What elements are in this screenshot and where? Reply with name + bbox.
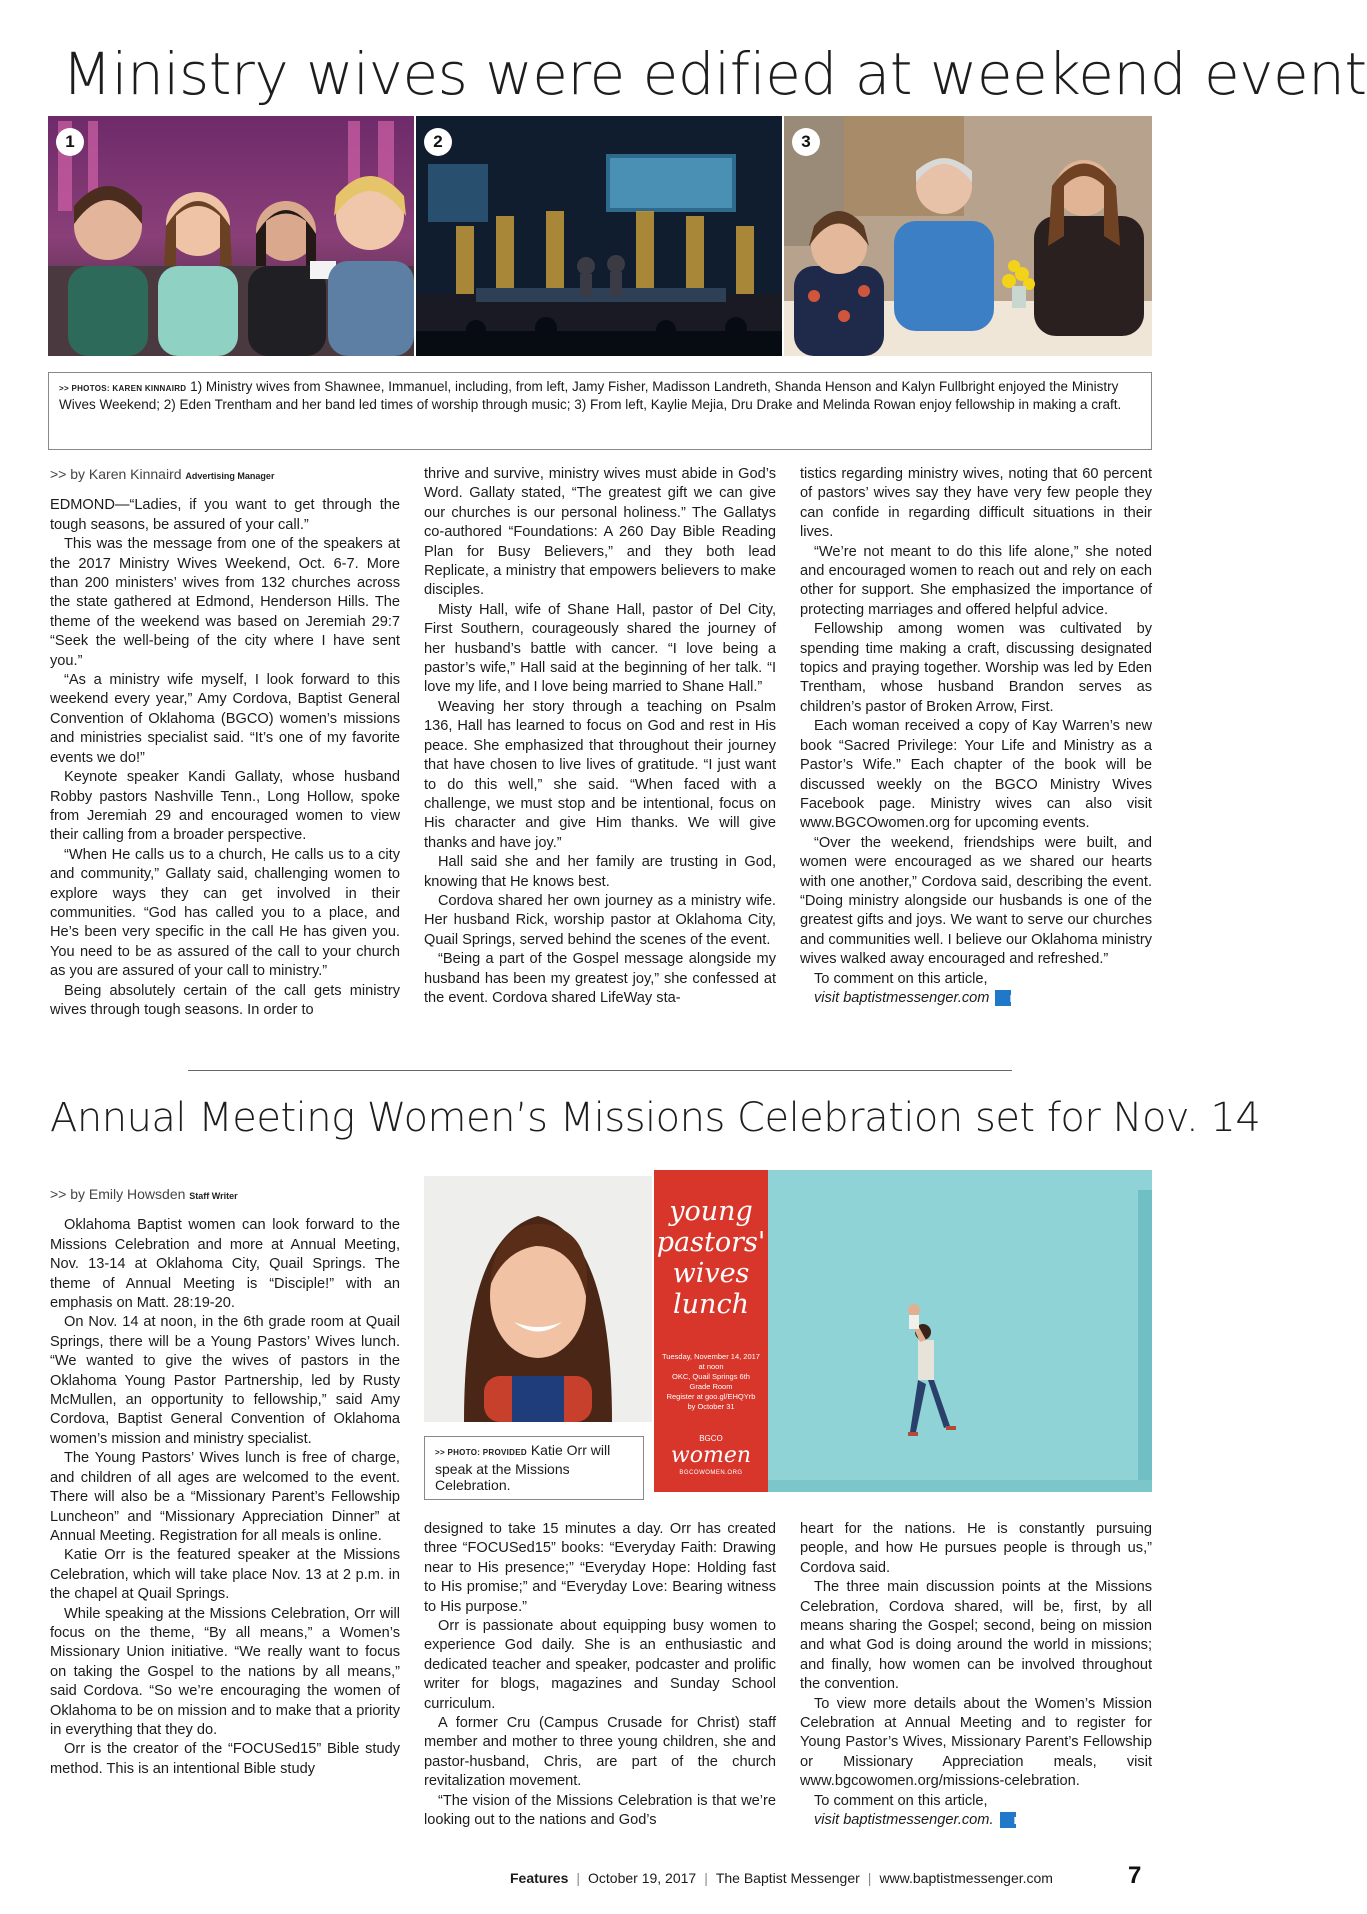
poster-title-line: young <box>669 1196 753 1227</box>
poster-detail-line: Tuesday, November 14, 2017 <box>662 1352 760 1361</box>
paragraph: Being absolutely certain of the call gets ministry wives through tough seasons. In order to <box>50 982 400 1018</box>
paragraph: designed to take 15 minutes a day. Orr has created three “FOCUSed15” books: “Everyday Faith: Drawing near to His presence;” “Everyday Hope: Holding fast to His promise;” and “Everyday Love: Bearing witness to His purpose.” <box>424 1521 776 1615</box>
footer-date: October 19, 2017 <box>588 1870 697 1886</box>
photo-number-1: 1 <box>56 128 84 156</box>
paragraph: Each woman received a copy of Kay Warren’s new book “Sacred Privilege: Your Life and Ministry as a Pastor’s Wife.” Each chapter of the book will be discussed weekly on the BGCO Ministry Wives Facebook page. Ministry wives can also visit www.BGCOwomen.org for upcoming events. <box>800 718 1152 832</box>
paragraph: EDMOND—“Ladies, if you want to get through the tough seasons, be assured of your call.” <box>50 497 400 533</box>
comment-link[interactable] <box>800 1811 1152 1830</box>
paragraph: Orr is the creator of the “FOCUSed15” Bible study method. This is an intentional Bible study <box>50 1741 400 1777</box>
comment-line: To comment on this article, <box>814 970 988 987</box>
photo-ministry-wives-group <box>48 116 414 356</box>
poster-photo-illustration <box>768 1170 1152 1492</box>
comment-line: To comment on this article, <box>814 1792 988 1809</box>
paragraph: heart for the nations. He is constantly pursuing people, and how He pursues people is through us,” Cordova said. <box>800 1521 1152 1576</box>
paragraph: “We’re not meant to do this life alone,” she noted and encouraged women to reach out and rely on each other for support. She emphasized the importance of protecting marriages and offered helpful advice. <box>800 543 1152 618</box>
byline-author: >> by Karen Kinnaird <box>50 466 182 482</box>
paragraph: On Nov. 14 at noon, in the 6th grade room at Quail Springs, there will be a Young Pastors’ Wives lunch. “We wanted to give the wives of pastors in the Oklahoma Young Pastor Partnership, led by Rusty McMullen, an opportunity to fellowship,” said Amy Cordova, Baptist General Convention of Oklahoma women’s mission and ministry specialist. <box>50 1314 400 1447</box>
poster-org-url: BGCOWOMEN.ORG <box>679 1470 743 1476</box>
photo-number-2: 2 <box>424 128 452 156</box>
article2-column-1 <box>50 1185 400 1779</box>
stage-photo-illustration <box>416 116 782 356</box>
paragraph: The Young Pastors’ Wives lunch is free of charge, and children of all ages are welcomed to the event. There will also be a “Missionary Parent’s Fellowship Luncheon” and “Missionary Appreciation Dinner” at Annual Meeting. Registration for all meals is online. <box>50 1450 400 1544</box>
paragraph: Oklahoma Baptist women can look forward to the Missions Celebration and more at Annual Meeting, Nov. 13-14 at Oklahoma City, Quail Springs. The theme of Annual Meeting is “Disciple!” with an emphasis on Matt. 28:19-20. <box>50 1217 400 1312</box>
paragraph: Cordova shared her own journey as a ministry wife. Her husband Rick, worship pastor at Oklahoma City, Quail Springs, served behind the scenes of the event. <box>424 892 776 948</box>
paragraph: “Being a part of the Gospel message alongside my husband has been my greatest joy,” she confessed at the event. Cordova shared LifeWay sta- <box>424 951 776 1006</box>
article2-photo-caption <box>424 1436 644 1500</box>
paragraph: Fellowship among women was cultivated by spending time making a craft, discussing designated topics and praying together. Worship was led by Eden Trentham, whose husband Brandon serves as children’s pastor of Broken Arrow, First. <box>800 621 1152 715</box>
poster-detail-line: Register at goo.gl/EHQYrb <box>666 1392 756 1401</box>
article1-headline: Ministry wives were edified at weekend event <box>62 40 1367 108</box>
comment-link-text[interactable]: visit baptistmessenger.com <box>814 989 990 1006</box>
portrait-illustration <box>424 1176 652 1422</box>
photo-number-3: 3 <box>792 128 820 156</box>
article1-column-1 <box>50 465 400 1020</box>
footer-section: Features <box>510 1870 569 1886</box>
footer-publication: The Baptist Messenger <box>715 1870 860 1886</box>
footer-website[interactable]: www.baptistmessenger.com <box>879 1870 1053 1886</box>
poster-title <box>654 1196 768 1320</box>
caption-text: 1) Ministry wives from Shawnee, Immanuel, including, from left, Jamy Fisher, Madisson Landreth, Shanda Henson and Kalyn Fullbright enjoyed the Ministry Wives Weekend; 2) Eden Trentham and her band led times of worship through music; 3) From left, Kaylie Mejia, Dru Drake and Melinda Rowan enjoy fellowship in making a craft. <box>59 379 1122 412</box>
poster-detail-line: Grade Room <box>689 1382 733 1391</box>
paragraph: Keynote speaker Kandi Gallaty, whose husband Robby pastors Nashville Tenn., Long Hollow, spoke from Jeremiah 29 and encouraged women to view their calling from a broader perspective. <box>50 769 400 844</box>
section-divider <box>188 1070 1012 1071</box>
article2-byline <box>50 1185 400 1206</box>
article1-column-2 <box>424 465 776 1008</box>
article1-photo-caption <box>48 372 1152 450</box>
paragraph: Orr is passionate about equipping busy women to experience God daily. She is an enthusiastic and dedicated teacher and speaker, podcaster and prolific writer for blogs, magazines and Sunday School curriculum. <box>424 1618 776 1712</box>
group-photo-illustration <box>48 116 414 356</box>
caption-credit: >> PHOTO: PROVIDED <box>435 1448 527 1457</box>
paragraph: “Over the weekend, friendships were built, and women were encouraged as we shared our hearts with one another,” Cordova said, describing the event. “Doing ministry alongside our husbands is one of the greatest gifts and joys. We want to serve our churches and communities well. I believe our Oklahoma ministry wives walked away encouraged and refreshed.” <box>800 834 1153 968</box>
paragraph: The three main discussion points at the Missions Celebration, Cordova shared, will be, first, by all means sharing the Gospel; second, being on mission and what God is doing around the world in missions; and finally, how women can be involved throughout the convention. <box>800 1579 1152 1693</box>
byline-role: Advertising Manager <box>185 471 275 481</box>
paragraph: Hall said she and her family are trusting in God, knowing that He knows best. <box>424 854 776 890</box>
caption-credit: >> PHOTOS: KAREN KINNAIRD <box>59 384 187 393</box>
m-logo-icon: m <box>1000 1812 1016 1828</box>
paragraph: This was the message from one of the speakers at the 2017 Ministry Wives Weekend, Oct. 6-7. More than 200 ministers’ wives from 132 churches across the state gathered at Edmond, Henderson Hills. The theme of the weekend was based on Jeremiah 29:7 “Seek the well-being of the city where I have sent you.” <box>50 536 400 669</box>
paragraph: Weaving her story through a teaching on Psalm 136, Hall has learned to focus on God and rest in His peace. She emphasized that throughout their journey that have chosen to live lives of gratitude. “I just want to do this well,” she said. “When faced with a challenge, we must stop and be intentional, focus on His character and give Him thanks. We will give thanks and have joy.” <box>424 698 776 851</box>
young-pastors-wives-lunch-poster <box>654 1170 1152 1492</box>
paragraph: A former Cru (Campus Crusade for Christ) staff member and mother to three young children, she and pastor-husband, Chris, are part of the church revitalization movement. <box>424 1715 776 1790</box>
craft-photo-illustration <box>784 116 1152 356</box>
m-logo-icon: m <box>995 990 1011 1006</box>
comment-link[interactable] <box>800 989 1152 1008</box>
comment-link-text[interactable]: visit baptistmessenger.com. <box>814 1812 994 1829</box>
paragraph: While speaking at the Missions Celebration, Orr will focus on the theme, “By all means,” a Women’s Missionary Union initiative. “We really want to focus on taking the Gospel to the nations by all means,” said Cordova. “So we’re encouraging the women of Oklahoma to be on mission and to make that a priority in everything that they do. <box>50 1605 400 1738</box>
poster-org-big: women <box>670 1443 752 1468</box>
article2-headline: Annual Meeting Women’s Missions Celebration set for Nov. 14 <box>50 1095 1261 1141</box>
paragraph: Misty Hall, wife of Shane Hall, pastor of Del City, First Southern, courageously shared the journey of her husband’s battle with cancer. “I love being a pastor’s wife,” Hall said at the beginning of her talk. “I love my life, and I love being married to Shane Hall.” <box>424 601 776 696</box>
caption-text: Katie Orr will speak at the Missions Celebration. <box>435 1442 611 1493</box>
article1-column-3 <box>800 465 1152 1008</box>
poster-details <box>656 1352 766 1412</box>
photo-worship-band <box>416 116 782 356</box>
paragraph: Katie Orr is the featured speaker at the Missions Celebration, which will take place Nov. 13 at 2 p.m. in the chapel at Quail Springs. <box>50 1547 400 1603</box>
poster-title-line: lunch <box>673 1289 749 1320</box>
article2-column-3 <box>800 1520 1152 1831</box>
poster-detail-line: OKC, Quail Springs 6th <box>672 1372 750 1381</box>
paragraph: “The vision of the Missions Celebration is that we’re looking out to the nations and God’s <box>424 1792 776 1829</box>
article2-column-2 <box>424 1520 776 1831</box>
paragraph: tistics regarding ministry wives, noting that 60 percent of pastors’ wives say they have very few people they can confide in regarding difficult situations in their lives. <box>800 466 1152 541</box>
page-footer: Features | October 19, 2017 | The Baptist Messenger | www.baptistmessenger.com <box>510 1870 1053 1886</box>
paragraph: To view more details about the Women’s Mission Celebration at Annual Meeting and to register for Young Pastor’s Wives, Missionary Parent’s Fellowship or Missionary Appreciation meals, visit www.bgcowomen.org/missions-celebration. <box>800 1695 1152 1790</box>
paragraph: “As a ministry wife myself, I look forward to this weekend every year,” Amy Cordova, Baptist General Convention of Oklahoma (BGCO) women’s missions and ministries specialist said. “It’s one of my favorite events we do!” <box>50 672 400 766</box>
article1-byline <box>50 465 400 486</box>
paragraph: “When He calls us to a church, He calls us to a city and community,” Gallaty said, challenging women to explore ways they can get involved in their communities. “God has called you to a place, and He’s been very specific in the call He has given you. You need to be as assured of the call to your church as you are assured of your call to ministry.” <box>50 846 400 980</box>
poster-title-line: pastors' <box>656 1227 766 1258</box>
poster-detail-line: at noon <box>698 1362 724 1371</box>
poster-detail-line: by October 31 <box>687 1402 735 1411</box>
paragraph: thrive and survive, ministry wives must abide in God’s Word. Gallaty stated, “The greatest gift we can give our churches is our personal holiness.” The Gallatys co-authored “Foundations: A 260 Day Bible Reading Plan for Busy Believers,” and they both lead Replicate, a ministry that empowers believers to make disciples. <box>424 466 776 599</box>
photo-craft-fellowship <box>784 116 1152 356</box>
byline-role: Staff Writer <box>189 1191 238 1201</box>
byline-author: >> by Emily Howsden <box>50 1186 186 1202</box>
poster-title-line: wives <box>672 1258 750 1289</box>
poster-org-small: BGCO <box>699 1434 723 1443</box>
page-number: 7 <box>1128 1862 1142 1889</box>
photo-katie-orr <box>424 1176 652 1422</box>
